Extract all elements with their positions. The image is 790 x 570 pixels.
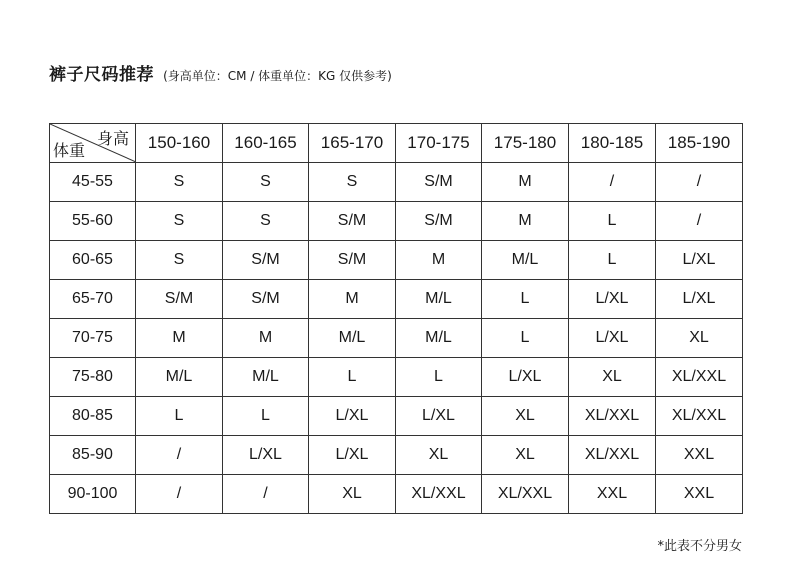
- size-cell: L/XL: [309, 397, 396, 436]
- table-body: [50, 163, 743, 514]
- size-cell: L: [136, 397, 223, 436]
- page-subtitle: (身高单位：CM / 体重单位：KG 仅供参考): [163, 69, 392, 83]
- size-cell: M: [136, 319, 223, 358]
- table-row: [50, 241, 743, 280]
- size-cell: L/XL: [223, 436, 309, 475]
- title-row: [49, 60, 392, 85]
- size-cell: /: [569, 163, 656, 202]
- size-cell: XL: [656, 319, 743, 358]
- table-row: [50, 436, 743, 475]
- weight-row-header: 85-90: [50, 436, 136, 475]
- size-cell: S: [136, 163, 223, 202]
- size-cell: M: [223, 319, 309, 358]
- table-row: [50, 397, 743, 436]
- size-cell: XL/XXL: [656, 397, 743, 436]
- corner-cell: [50, 124, 136, 163]
- height-column-header: 160-165: [223, 124, 309, 163]
- size-cell: /: [136, 436, 223, 475]
- height-column-header: 165-170: [309, 124, 396, 163]
- size-cell: XL: [482, 436, 569, 475]
- size-cell: /: [656, 202, 743, 241]
- height-column-header: 180-185: [569, 124, 656, 163]
- size-cell: S/M: [396, 202, 482, 241]
- height-column-header: 185-190: [656, 124, 743, 163]
- size-cell: M/L: [223, 358, 309, 397]
- size-cell: S: [136, 241, 223, 280]
- size-cell: L/XL: [482, 358, 569, 397]
- size-cell: M/L: [396, 319, 482, 358]
- table-row: [50, 358, 743, 397]
- size-cell: /: [223, 475, 309, 514]
- table-row: [50, 475, 743, 514]
- table-row: [50, 163, 743, 202]
- header-row: [50, 124, 743, 163]
- size-cell: L: [569, 202, 656, 241]
- size-table: [49, 123, 743, 514]
- footnote: *此表不分男女: [657, 539, 742, 554]
- size-cell: M/L: [309, 319, 396, 358]
- size-cell: L/XL: [656, 280, 743, 319]
- size-cell: /: [136, 475, 223, 514]
- size-cell: XXL: [656, 475, 743, 514]
- size-cell: XL: [569, 358, 656, 397]
- size-cell: L: [396, 358, 482, 397]
- size-cell: L/XL: [569, 319, 656, 358]
- size-cell: M: [482, 163, 569, 202]
- height-column-header: 150-160: [136, 124, 223, 163]
- size-cell: M: [309, 280, 396, 319]
- size-cell: L: [482, 280, 569, 319]
- size-cell: S/M: [136, 280, 223, 319]
- size-cell: XL/XXL: [569, 397, 656, 436]
- size-cell: XXL: [656, 436, 743, 475]
- size-cell: L: [309, 358, 396, 397]
- size-cell: S: [223, 163, 309, 202]
- size-cell: S/M: [309, 202, 396, 241]
- size-cell: L/XL: [309, 436, 396, 475]
- size-cell: S: [309, 163, 396, 202]
- size-cell: L/XL: [569, 280, 656, 319]
- size-cell: L/XL: [396, 397, 482, 436]
- size-cell: M/L: [396, 280, 482, 319]
- size-cell: S/M: [223, 241, 309, 280]
- size-cell: S/M: [309, 241, 396, 280]
- size-cell: M: [482, 202, 569, 241]
- weight-axis-label: 体重: [53, 143, 86, 160]
- size-cell: M: [396, 241, 482, 280]
- size-cell: XL/XXL: [482, 475, 569, 514]
- weight-row-header: 55-60: [50, 202, 136, 241]
- size-cell: XL/XXL: [656, 358, 743, 397]
- weight-row-header: 45-55: [50, 163, 136, 202]
- weight-row-header: 80-85: [50, 397, 136, 436]
- size-cell: L: [569, 241, 656, 280]
- size-cell: /: [656, 163, 743, 202]
- height-axis-label: 身高: [96, 131, 129, 148]
- size-cell: XL: [309, 475, 396, 514]
- weight-row-header: 90-100: [50, 475, 136, 514]
- weight-row-header: 65-70: [50, 280, 136, 319]
- size-cell: XL/XXL: [569, 436, 656, 475]
- size-cell: XL: [396, 436, 482, 475]
- size-cell: S/M: [396, 163, 482, 202]
- size-cell: L: [482, 319, 569, 358]
- height-column-header: 170-175: [396, 124, 482, 163]
- size-cell: L: [223, 397, 309, 436]
- height-column-header: 175-180: [482, 124, 569, 163]
- table-row: [50, 280, 743, 319]
- size-cell: S: [136, 202, 223, 241]
- size-cell: XXL: [569, 475, 656, 514]
- size-cell: M/L: [136, 358, 223, 397]
- weight-row-header: 60-65: [50, 241, 136, 280]
- table-row: [50, 319, 743, 358]
- size-cell: XL: [482, 397, 569, 436]
- size-cell: XL/XXL: [396, 475, 482, 514]
- page-title: 裤子尺码推荐: [49, 65, 154, 85]
- size-cell: S/M: [223, 280, 309, 319]
- weight-row-header: 75-80: [50, 358, 136, 397]
- size-cell: L/XL: [656, 241, 743, 280]
- size-cell: M/L: [482, 241, 569, 280]
- weight-row-header: 70-75: [50, 319, 136, 358]
- table-row: [50, 202, 743, 241]
- size-cell: S: [223, 202, 309, 241]
